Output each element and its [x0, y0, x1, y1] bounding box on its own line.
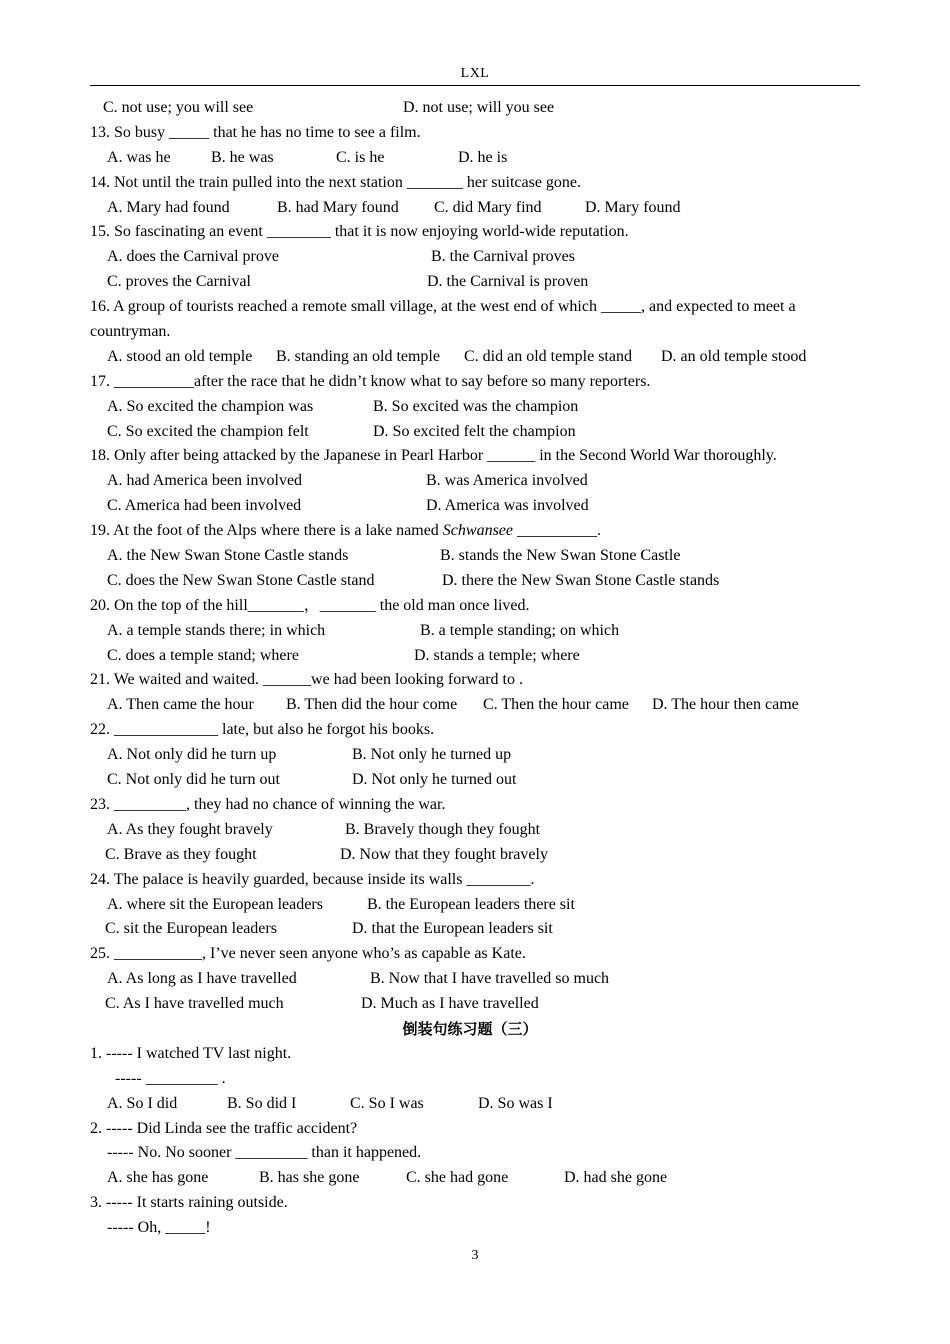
- answer-option: A. had America been involved: [107, 472, 303, 490]
- question-line: 18. Only after being attacked by the Japanese in Pearl Harbor ______ in the Second World War thoroughly.: [90, 447, 777, 465]
- question-line: 23. _________, they had no chance of winning the war.: [90, 795, 446, 813]
- option-row: [90, 1216, 850, 1241]
- option-row: [90, 1067, 850, 1092]
- answer-option: B. the European leaders there sit: [367, 895, 575, 913]
- question-line: 2. ----- Did Linda see the traffic accident?: [90, 1119, 358, 1137]
- answer-option: B. Not only he turned up: [352, 746, 512, 764]
- answer-option: D. Now that they fought bravely: [340, 845, 548, 863]
- answer-option: A. a temple stands there; in which: [107, 621, 326, 639]
- option-row: [90, 818, 850, 843]
- answer-option: D. Much as I have travelled: [361, 995, 539, 1013]
- option-row: [90, 1166, 850, 1191]
- option-row: [90, 1141, 850, 1166]
- option-row: [90, 469, 850, 494]
- question-line: 20. On the top of the hill_______，_______ the old man once lived.: [90, 596, 530, 614]
- question-line: 14. Not until the train pulled into the next station _______ her suitcase gone.: [90, 173, 582, 191]
- answer-option: A. the New Swan Stone Castle stands: [107, 547, 349, 565]
- answer-option: D. Mary found: [585, 198, 681, 216]
- answer-option: B. the Carnival proves: [431, 248, 575, 266]
- answer-option: C. did Mary find: [434, 198, 542, 216]
- answer-option: D. So excited felt the champion: [373, 422, 576, 440]
- answer-option: B. a temple standing; on which: [420, 621, 620, 639]
- option-row: [90, 1092, 850, 1117]
- answer-option: C. So excited the champion felt: [107, 422, 309, 440]
- answer-option: C. does the New Swan Stone Castle stand: [107, 571, 375, 589]
- option-row: [90, 245, 850, 270]
- answer-option: B. was America involved: [426, 472, 588, 490]
- option-row: [90, 619, 850, 644]
- answer-option: A. stood an old temple: [107, 347, 253, 365]
- option-row: [90, 146, 850, 171]
- answer-option: A. Then came the hour: [107, 696, 254, 714]
- question-line: 16. A group of tourists reached a remote small village, at the west end of which _____, and expected to meet a: [90, 298, 796, 316]
- option-row: [90, 967, 850, 992]
- section-title: 倒装句练习题（三）: [402, 1019, 538, 1038]
- answer-option: D. the Carnival is proven: [427, 273, 589, 291]
- question-line: [90, 519, 850, 544]
- header-rule: [90, 85, 860, 86]
- question-line: 17. __________after the race that he didn’t know what to say before so many reporters.: [90, 372, 651, 390]
- answer-option: D. not use; will you see: [403, 99, 555, 116]
- answer-option: D. America was involved: [426, 497, 589, 515]
- answer-option: A. was he: [107, 148, 171, 166]
- option-row: [90, 345, 850, 370]
- answer-option: A. So I did: [107, 1094, 178, 1112]
- answer-option: ----- _________ .: [115, 1069, 226, 1087]
- answer-option: B. Bravely though they fought: [345, 820, 541, 838]
- option-row: [90, 917, 850, 942]
- answer-option: B. Now that I have travelled so much: [370, 970, 610, 988]
- question-line: 13. So busy _____ that he has no time to see a film.: [90, 123, 421, 141]
- answer-option: ----- No. No sooner _________ than it happened.: [107, 1144, 422, 1162]
- question-line: 1. ----- I watched TV last night.: [90, 1044, 292, 1062]
- option-row: [90, 494, 850, 519]
- answer-option: C. Brave as they fought: [105, 845, 257, 863]
- answer-option: C. Then the hour came: [483, 696, 629, 714]
- option-row: [90, 270, 850, 295]
- option-row: [90, 569, 850, 594]
- page-number: 3: [471, 1248, 479, 1263]
- answer-option: D. So was I: [478, 1094, 553, 1112]
- answer-option: A. Not only did he turn up: [107, 746, 277, 764]
- option-row: [90, 644, 850, 669]
- option-row: [90, 693, 850, 718]
- answer-option: A. As long as I have travelled: [107, 970, 297, 988]
- answer-option: C. America had been involved: [107, 497, 302, 515]
- answer-option: D. he is: [458, 148, 508, 166]
- worksheet-body: [90, 96, 850, 1241]
- answer-option: B. stands the New Swan Stone Castle: [440, 547, 681, 565]
- answer-option: B. Then did the hour come: [286, 696, 458, 714]
- answer-option: C. Not only did he turn out: [107, 771, 280, 789]
- option-row: [90, 768, 850, 793]
- option-row: [90, 420, 850, 445]
- page-header: LXL: [460, 66, 490, 81]
- option-row: [90, 544, 850, 569]
- answer-option: B. had Mary found: [277, 198, 399, 216]
- question-line: 24. The palace is heavily guarded, because inside its walls ________.: [90, 870, 535, 888]
- answer-option: D. Not only he turned out: [352, 771, 517, 789]
- option-row: [90, 96, 850, 121]
- answer-option: D. that the European leaders sit: [352, 920, 553, 938]
- lake-name: Schwansee: [442, 522, 513, 540]
- question-line: 25. ___________, I’ve never seen anyone who’s as capable as Kate.: [90, 945, 526, 963]
- option-row: [90, 743, 850, 768]
- answer-option: C. does a temple stand; where: [107, 646, 299, 664]
- answer-option: D. there the New Swan Stone Castle stands: [442, 571, 720, 589]
- question-line: 15. So fascinating an event ________ that it is now enjoying world-wide reputation.: [90, 223, 629, 241]
- option-row: [90, 893, 850, 918]
- answer-option: A. As they fought bravely: [107, 820, 273, 838]
- option-row: [90, 992, 850, 1017]
- question-line: 3. ----- It starts raining outside.: [90, 1194, 288, 1212]
- answer-option: C. proves the Carnival: [107, 273, 251, 291]
- question-text: 19. At the foot of the Alps where there is a lake named: [90, 522, 443, 540]
- answer-option: C. So I was: [350, 1094, 424, 1112]
- answer-option: B. standing an old temple: [276, 347, 440, 365]
- answer-option: C. she had gone: [406, 1169, 509, 1187]
- option-row: [90, 196, 850, 221]
- answer-option: D. had she gone: [564, 1169, 668, 1187]
- question-line: 22. _____________ late, but also he forgot his books.: [90, 721, 435, 739]
- answer-option: A. she has gone: [107, 1169, 209, 1187]
- answer-option: C. As I have travelled much: [105, 995, 284, 1013]
- answer-option: B. he was: [211, 148, 274, 166]
- option-row: [90, 843, 850, 868]
- answer-option: C. did an old temple stand: [464, 347, 632, 365]
- answer-option: C. not use; you will see: [103, 99, 254, 116]
- answer-option: A. Mary had found: [107, 198, 230, 216]
- answer-option: D. an old temple stood: [661, 347, 807, 365]
- answer-option: B. So did I: [227, 1094, 297, 1112]
- question-text: __________.: [513, 522, 601, 540]
- answer-option: B. So excited was the champion: [373, 397, 579, 415]
- question-line: 21. We waited and waited. ______we had been looking forward to .: [90, 671, 523, 689]
- option-row: [90, 395, 850, 420]
- answer-option: B. has she gone: [259, 1169, 360, 1187]
- answer-option: C. sit the European leaders: [105, 920, 277, 938]
- answer-option: A. where sit the European leaders: [107, 895, 323, 913]
- answer-option: D. stands a temple; where: [414, 646, 580, 664]
- question-line: countryman.: [90, 323, 171, 341]
- answer-option: A. So excited the champion was: [107, 397, 314, 415]
- answer-option: C. is he: [336, 148, 385, 166]
- answer-option: ----- Oh, _____!: [107, 1219, 211, 1237]
- answer-option: A. does the Carnival prove: [107, 248, 279, 266]
- answer-option: D. The hour then came: [652, 696, 799, 714]
